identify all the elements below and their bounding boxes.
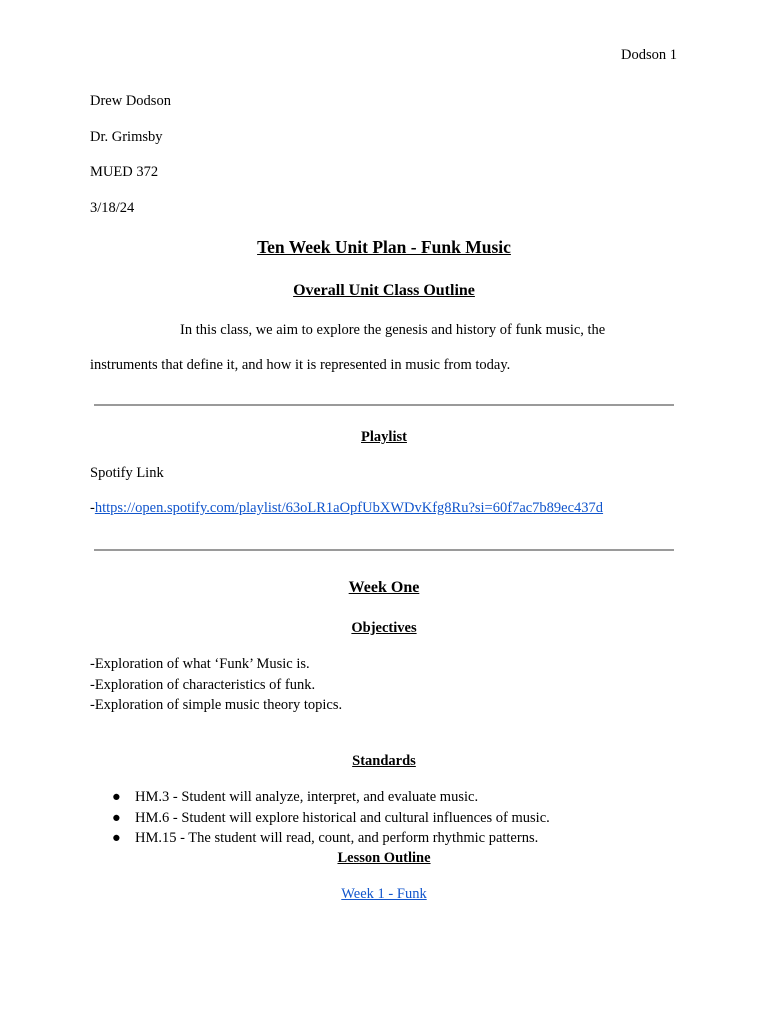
standard-text: HM.15 - The student will read, count, and perform rhythmic patterns. <box>135 830 539 846</box>
page-header-label: Dodson 1 <box>621 47 677 63</box>
spotify-link-prefix: - <box>90 500 95 516</box>
intro-line-1: In this class, we aim to explore the genesis and history of funk music, the <box>180 322 606 338</box>
course-code: MUED 372 <box>90 164 159 180</box>
instructor-name: Dr. Grimsby <box>90 129 163 145</box>
bullet-icon: ● <box>112 830 121 846</box>
standards-heading: Standards <box>352 753 416 769</box>
student-name: Drew Dodson <box>90 93 171 109</box>
standard-item <box>112 787 550 808</box>
spotify-label: Spotify Link <box>90 465 164 481</box>
document-title: Ten Week Unit Plan - Funk Music <box>257 237 511 257</box>
divider-2 <box>94 549 674 551</box>
outline-heading: Overall Unit Class Outline <box>293 282 475 299</box>
standard-text: HM.3 - Student will analyze, interpret, and evaluate music. <box>135 789 479 805</box>
objective-item: -Exploration of characteristics of funk. <box>90 676 316 693</box>
standard-text: HM.6 - Student will explore historical and cultural influences of music. <box>135 809 550 826</box>
objective-item: -Exploration of simple music theory topics. <box>90 697 343 713</box>
standard-item <box>112 808 550 829</box>
standards-list <box>112 787 550 849</box>
document-date: 3/18/24 <box>90 200 135 216</box>
objectives-heading: Objectives <box>351 620 417 636</box>
week-one-heading: Week One <box>348 579 420 596</box>
lesson-outline-heading: Lesson Outline <box>337 850 431 866</box>
bullet-icon: ● <box>112 809 121 826</box>
intro-line-2: instruments that define it, and how it is represented in music from today. <box>90 357 511 373</box>
spotify-link-row <box>90 500 603 517</box>
week-1-funk-link[interactable]: Week 1 - Funk <box>341 886 427 902</box>
bullet-icon: ● <box>112 789 121 805</box>
lesson-link-row <box>0 886 768 903</box>
objective-item: -Exploration of what ‘Funk’ Music is. <box>90 656 310 672</box>
divider-1 <box>94 404 674 406</box>
standard-item <box>112 828 550 849</box>
objectives-list <box>90 654 342 716</box>
spotify-playlist-link[interactable]: https://open.spotify.com/playlist/63oLR1aOpfUbXWDvKfg8Ru?si=60f7ac7b89ec437d <box>94 500 604 516</box>
playlist-heading: Playlist <box>361 429 407 445</box>
